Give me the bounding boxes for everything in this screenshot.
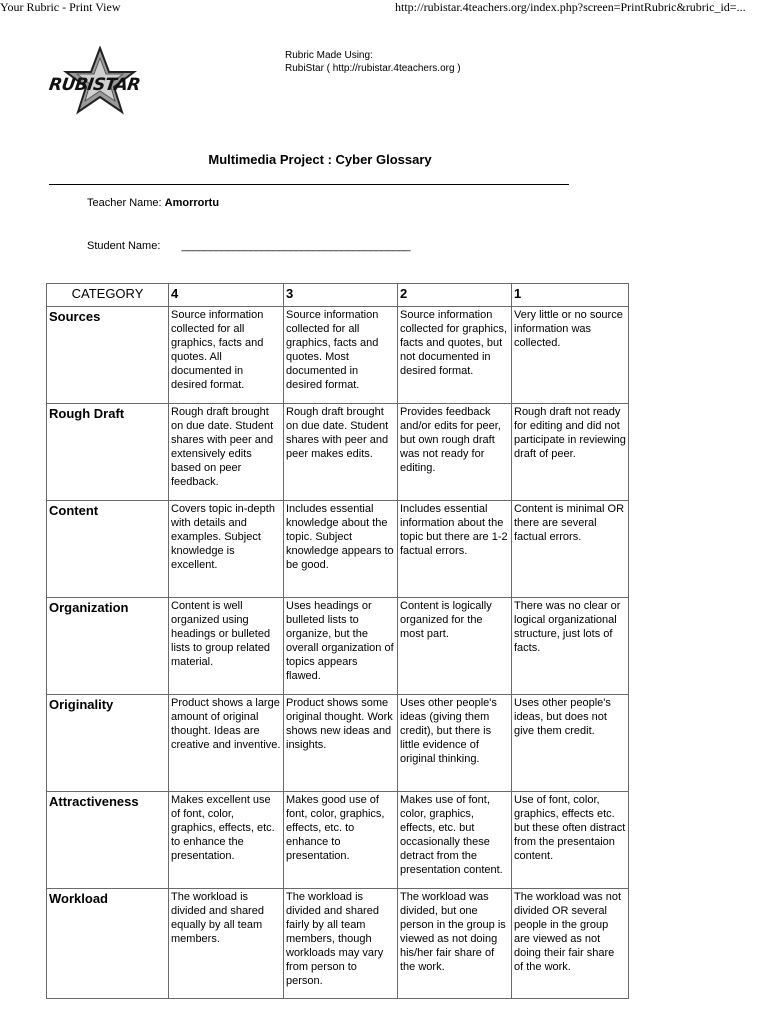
table-cell: Content is well organized using headings or bulleted lists to group related material. [169,598,284,695]
category-attractiveness: Attractiveness [47,792,169,889]
print-header [0,0,768,16]
category-organization: Organization [47,598,169,695]
table-row [47,695,629,792]
logo-wordmark: RUBISTAR [48,75,142,95]
table-cell: Makes excellent use of font, color, graphics, effects, etc. to enhance the presentation. [169,792,284,889]
student-label: Student Name: [87,240,161,252]
header-category: CATEGORY [47,284,169,307]
page-url: http://rubistar.4teachers.org/index.php?screen=PrintRubric&rubric_id=... [395,0,746,14]
rubric-header-row [47,284,629,307]
student-name-blank: ________________________________________ [181,240,411,252]
table-row [47,501,629,598]
made-using-line2: RubiStar ( http://rubistar.4teachers.org ) [285,63,461,74]
table-cell: Content is logically organized for the most part. [398,598,512,695]
category-originality: Originality [47,695,169,792]
made-using-line1: Rubric Made Using: [285,50,373,61]
header-score-2: 2 [398,284,512,307]
table-cell: Rough draft brought on due date. Student shares with peer and extensively edits based on peer feedback. [169,404,284,501]
table-cell: Source information collected for all graphics, facts and quotes. Most documented in desired format. [284,307,398,404]
made-using-note [285,49,461,75]
category-content: Content [47,501,169,598]
table-row [47,404,629,501]
teacher-value: Amorrortu [164,197,220,209]
title-divider [49,184,569,185]
table-cell: The workload was divided, but one person in the group is viewed as not doing his/her fair share of the work. [398,889,512,999]
table-cell: The workload is divided and shared equally by all team members. [169,889,284,999]
table-cell: Includes essential knowledge about the topic. Subject knowledge appears to be good. [284,501,398,598]
table-cell: Very little or no source information was collected. [512,307,629,404]
category-sources: Sources [47,307,169,404]
header-score-3: 3 [284,284,398,307]
table-row [47,598,629,695]
table-cell: The workload was not divided OR several people in the group are viewed as not doing their fair share of the work. [512,889,629,999]
teacher-name-row [87,197,219,209]
table-cell: Uses other people's ideas, but does not give them credit. [512,695,629,792]
table-cell: Uses headings or bulleted lists to organize, but the overall organization of topics appears flawed. [284,598,398,695]
table-cell: Includes essential information about the topic but there are 1-2 factual errors. [398,501,512,598]
category-workload: Workload [47,889,169,999]
table-cell: Provides feedback and/or edits for peer, but own rough draft was not ready for editing. [398,404,512,501]
table-cell: Rough draft brought on due date. Student shares with peer and peer makes edits. [284,404,398,501]
table-cell: There was no clear or logical organizational structure, just lots of facts. [512,598,629,695]
table-cell: Product shows some original thought. Work shows new ideas and insights. [284,695,398,792]
table-cell: Rough draft not ready for editing and did not participate in reviewing draft of peer. [512,404,629,501]
table-cell: Makes good use of font, color, graphics, effects, etc. to enhance to presentation. [284,792,398,889]
print-view-title: Your Rubric - Print View [0,0,121,14]
table-row [47,307,629,404]
table-cell: Product shows a large amount of original thought. Ideas are creative and inventive. [169,695,284,792]
page-title: Multimedia Project : Cyber Glossary [208,152,432,167]
teacher-label: Teacher Name: [87,197,162,209]
table-cell: Uses other people's ideas (giving them credit), but there is little evidence of original thinking. [398,695,512,792]
table-cell: Source information collected for graphics, facts and quotes, but not documented in desired format. [398,307,512,404]
table-cell: Makes use of font, color, graphics, effects, etc. but occasionally these detract from the presentation content. [398,792,512,889]
header-score-1: 1 [512,284,629,307]
table-cell: Covers topic in-depth with details and examples. Subject knowledge is excellent. [169,501,284,598]
student-name-row [87,240,410,252]
table-cell: Use of font, color, graphics, effects etc. but these often distract from the presentaion content. [512,792,629,889]
rubric-table [46,283,629,999]
header-score-4: 4 [169,284,284,307]
table-row [47,792,629,889]
category-rough-draft: Rough Draft [47,404,169,501]
rubistar-logo [48,46,152,118]
table-cell: The workload is divided and shared fairly by all team members, though workloads may vary from person to person. [284,889,398,999]
table-row [47,889,629,999]
table-cell: Source information collected for all graphics, facts and quotes. All documented in desired format. [169,307,284,404]
table-cell: Content is minimal OR there are several factual errors. [512,501,629,598]
